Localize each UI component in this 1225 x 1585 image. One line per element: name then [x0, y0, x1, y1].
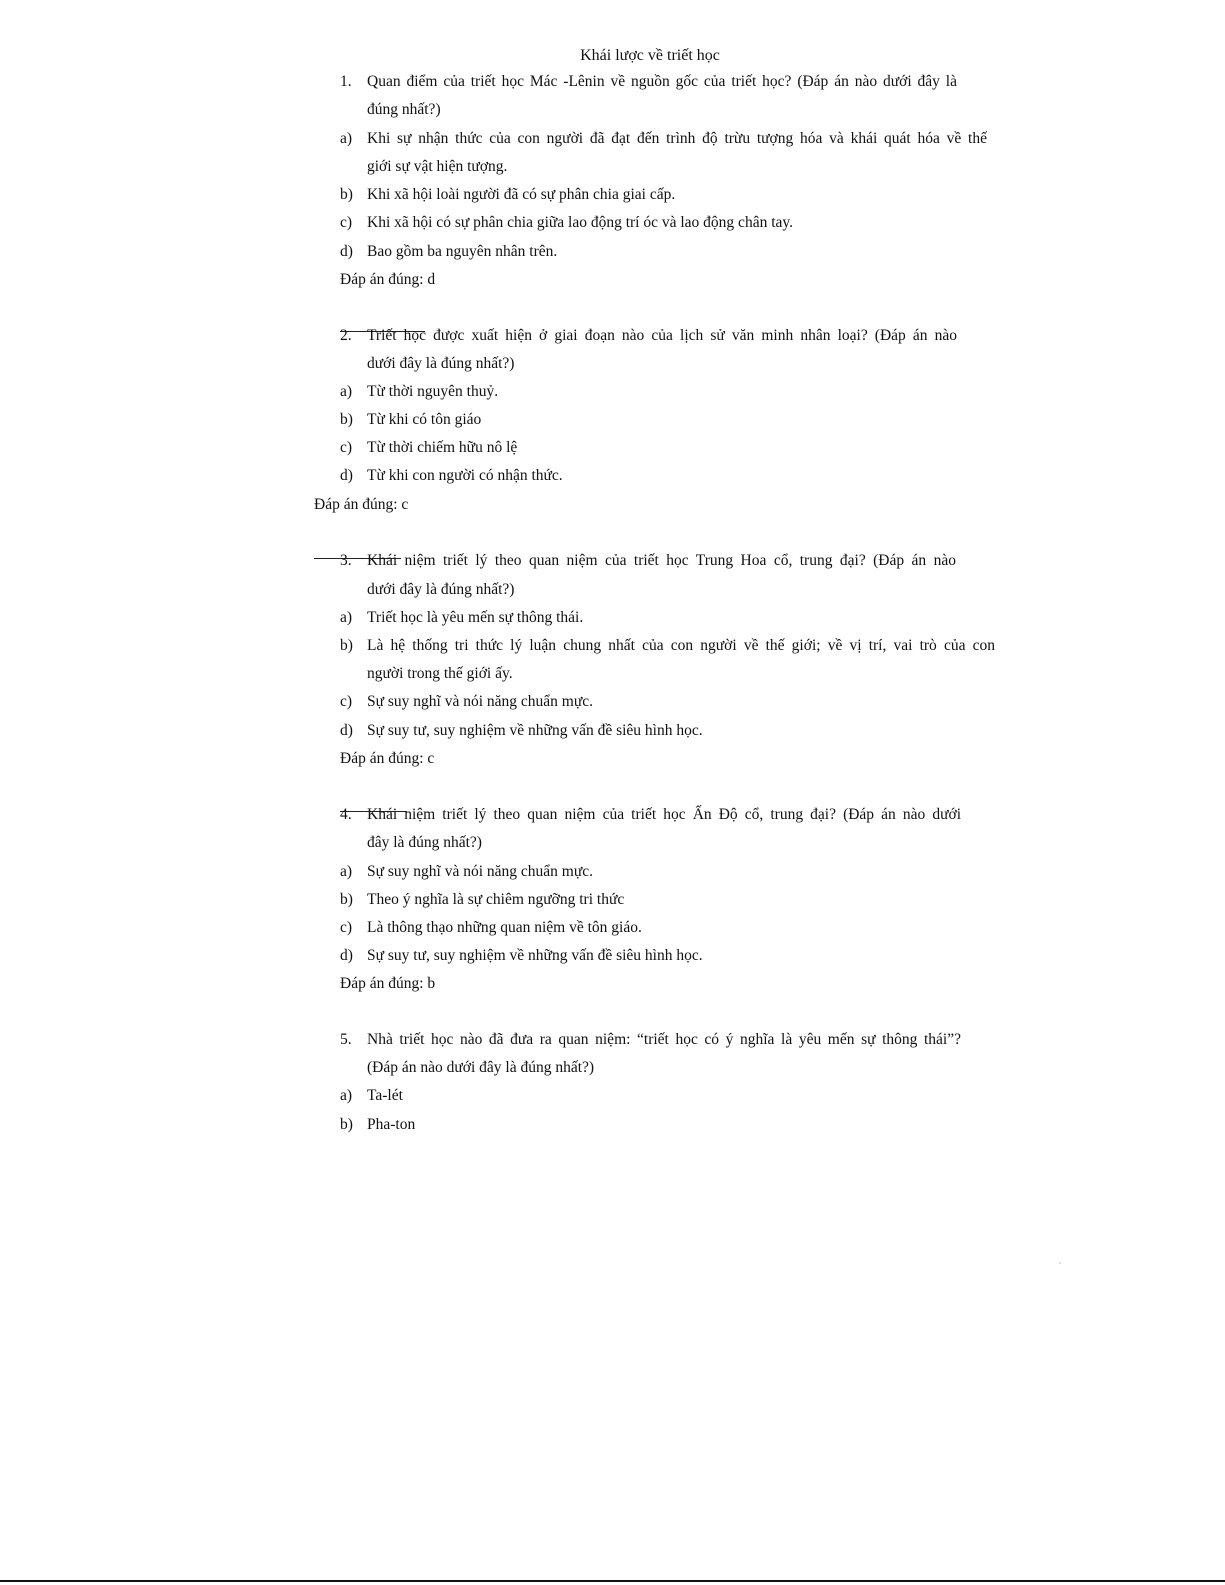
question-3	[0, 549, 1225, 573]
question-number: 5.	[340, 1031, 352, 1048]
option-label: b)	[340, 186, 353, 203]
option-text: Pha-ton	[367, 1116, 416, 1133]
option-text: Từ thời nguyên thuỷ.	[367, 383, 499, 400]
option-label: d)	[340, 722, 353, 739]
option-label: d)	[340, 467, 353, 484]
question-text: Khái niệm triết lý theo quan niệm của triết học Ấn Độ cổ, trung đại? (Đáp án nào dưới	[367, 806, 961, 823]
option-text: Ta-lét	[367, 1087, 403, 1104]
option-label: a)	[340, 1087, 353, 1104]
option-text: Là hệ thống tri thức lý luận chung nhất của con người về thế giới; về vị trí, vai trò của con	[367, 637, 995, 654]
question-text-cont: đây là đúng nhất?)	[367, 834, 482, 851]
option-label: d)	[340, 243, 353, 260]
option-3a	[0, 606, 1225, 630]
option-4b	[0, 888, 1225, 912]
option-label: c)	[340, 919, 353, 936]
option-1b	[0, 183, 1225, 207]
option-text: Khi xã hội loài người đã có sự phân chia giai cấp.	[367, 186, 676, 203]
question-1	[0, 70, 1225, 94]
option-2a	[0, 380, 1225, 404]
option-label: b)	[340, 1116, 353, 1133]
question-number: 1.	[340, 73, 352, 90]
question-4	[0, 803, 1225, 827]
option-text: Sự suy nghĩ và nói năng chuẩn mực.	[367, 693, 594, 710]
question-text-cont: (Đáp án nào dưới đây là đúng nhất?)	[367, 1059, 595, 1076]
option-2c	[0, 436, 1225, 460]
question-text: Khái niệm triết lý theo quan niệm của triết học Trung Hoa cổ, trung đại? (Đáp án nào	[367, 552, 956, 569]
question-2-cont	[0, 352, 1225, 376]
question-text-cont: dưới đây là đúng nhất?)	[367, 355, 515, 372]
option-text: Triết học là yêu mến sự thông thái.	[367, 609, 584, 626]
option-5b	[0, 1113, 1225, 1137]
option-text: Theo ý nghĩa là sự chiêm ngưỡng tri thức	[367, 891, 625, 908]
answer-3: Đáp án đúng: c	[340, 750, 435, 767]
question-5	[0, 1028, 1225, 1052]
question-1-cont	[0, 98, 1225, 122]
option-label: b)	[340, 891, 353, 908]
option-text: Sự suy tư, suy nghiệm về những vấn đề siêu hình học.	[367, 947, 703, 964]
question-number: 2.	[340, 327, 352, 344]
question-text-cont: đúng nhất?)	[367, 101, 441, 118]
option-2b	[0, 408, 1225, 432]
question-3-cont	[0, 578, 1225, 602]
option-label: c)	[340, 214, 353, 231]
question-text: Nhà triết học nào đã đưa ra quan niệm: “triết học có ý nghĩa là yêu mến sự thông thái”?	[367, 1031, 961, 1048]
option-text: Sự suy tư, suy nghiệm về những vấn đề siêu hình học.	[367, 722, 703, 739]
question-number: 4.	[340, 806, 352, 823]
option-1a	[0, 127, 1225, 151]
option-3c	[0, 690, 1225, 714]
option-text: Là thông thạo những quan niệm về tôn giáo.	[367, 919, 642, 936]
option-3d	[0, 719, 1225, 743]
option-4d	[0, 944, 1225, 968]
option-1d	[0, 240, 1225, 264]
option-label: a)	[340, 863, 353, 880]
question-text-cont: dưới đây là đúng nhất?)	[367, 581, 515, 598]
question-4-cont	[0, 831, 1225, 855]
answer-4: Đáp án đúng: b	[340, 975, 436, 992]
option-1c	[0, 211, 1225, 235]
option-label: a)	[340, 130, 353, 147]
option-label: c)	[340, 439, 353, 456]
option-text: Sự suy nghĩ và nói năng chuẩn mực.	[367, 863, 594, 880]
option-1a-cont	[0, 155, 1225, 179]
question-text: Triết học được xuất hiện ở giai đoạn nào của lịch sử văn minh nhân loại? (Đáp án nào	[367, 327, 957, 344]
question-number: 3.	[340, 552, 352, 569]
option-text: Khi xã hội có sự phân chia giữa lao động trí óc và lao động chân tay.	[367, 214, 794, 231]
document-title: Khái lược về triết học	[580, 47, 720, 64]
option-2d	[0, 464, 1225, 488]
option-text: Từ thời chiếm hữu nô lệ	[367, 439, 518, 456]
option-label: b)	[340, 637, 353, 654]
option-label: a)	[340, 383, 353, 400]
option-3b-cont	[0, 662, 1225, 686]
option-label: d)	[340, 947, 353, 964]
option-4c	[0, 916, 1225, 940]
option-text-cont: giới sự vật hiện tượng.	[367, 158, 508, 175]
option-label: a)	[340, 609, 353, 626]
question-text: Quan điểm của triết học Mác -Lênin về nguồn gốc của triết học? (Đáp án nào dưới đây là	[367, 73, 957, 90]
scan-speck	[1059, 1262, 1061, 1264]
option-text: Từ khi có tôn giáo	[367, 411, 482, 428]
option-text-cont: người trong thế giới ấy.	[367, 665, 513, 682]
option-label: b)	[340, 411, 353, 428]
option-3b	[0, 634, 1225, 658]
answer-1: Đáp án đúng: d	[340, 271, 436, 288]
question-2	[0, 324, 1225, 348]
option-text: Từ khi con người có nhận thức.	[367, 467, 563, 484]
answer-2: Đáp án đúng: c	[314, 496, 409, 513]
option-label: c)	[340, 693, 353, 710]
option-5a	[0, 1084, 1225, 1108]
page-bottom-edge	[0, 1580, 1225, 1582]
option-4a	[0, 860, 1225, 884]
option-text: Khi sự nhận thức của con người đã đạt đến trình độ trừu tượng hóa và khái quát hóa về thế	[367, 130, 987, 147]
option-text: Bao gồm ba nguyên nhân trên.	[367, 243, 558, 260]
question-5-cont	[0, 1056, 1225, 1080]
